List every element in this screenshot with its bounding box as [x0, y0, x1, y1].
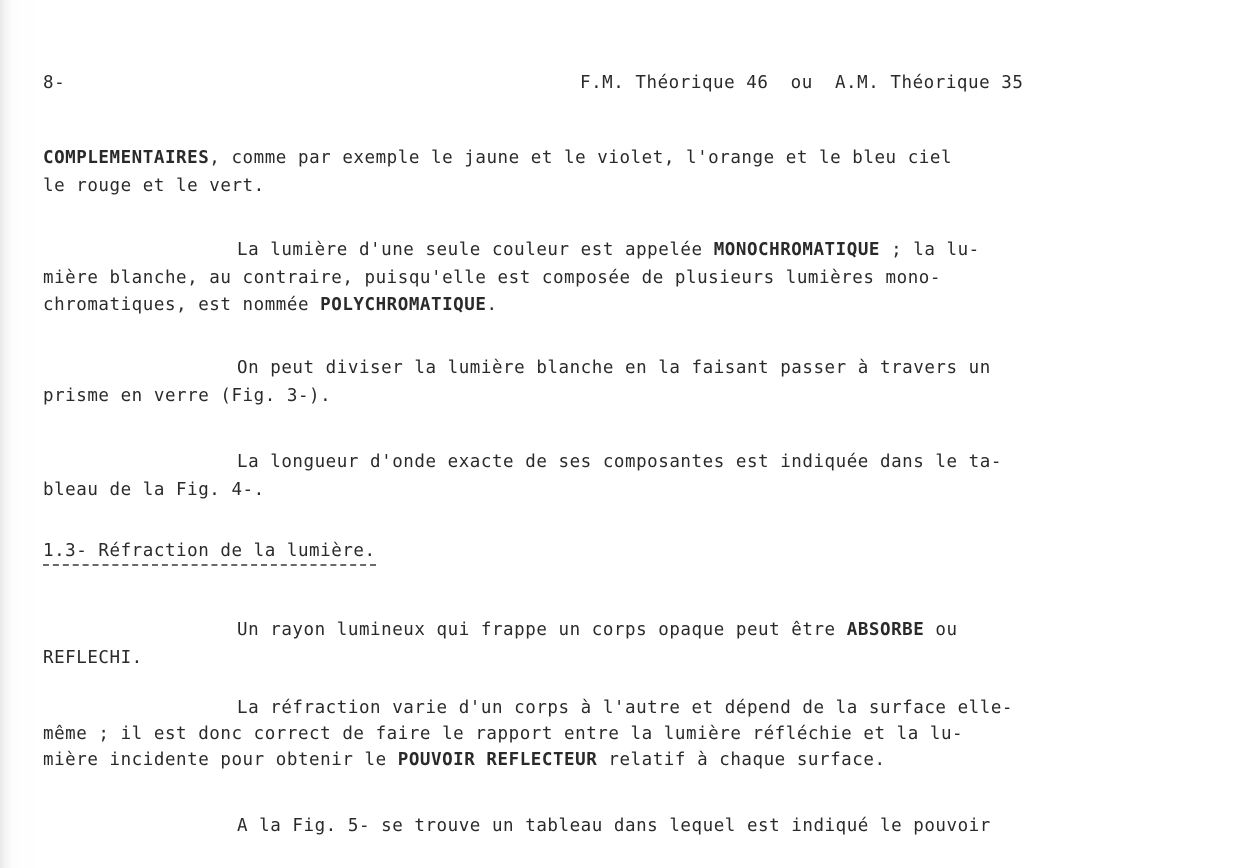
term-polychromatique: POLYCHROMATIQUE [320, 295, 487, 315]
p4-line2: bleau de la Fig. 4-. [43, 480, 265, 500]
p2-line3-text-a: chromatiques, est nommée [43, 295, 321, 315]
p5-line1 [237, 620, 958, 640]
term-complementaires: COMPLEMENTAIRES [43, 148, 210, 168]
p6-line3-text-b: relatif à chaque surface. [597, 750, 886, 770]
p2-line1-text-b: ; la lu- [880, 240, 980, 260]
p4-line1: La longueur d'onde exacte de ses composantes est indiquée dans le ta- [237, 452, 1002, 472]
p1-line1 [43, 148, 952, 168]
p5-line1-text-b: ou [924, 620, 958, 640]
p2-line1-text-a: La lumière d'une seule couleur est appelée [237, 240, 714, 260]
p6-line3-text-a: mière incidente pour obtenir le [43, 750, 398, 770]
p6-line2: même ; il est donc correct de faire le rapport entre la lumière réfléchie et la lu- [43, 724, 964, 744]
term-pouvoir-reflecteur: POUVOIR REFLECTEUR [397, 750, 598, 770]
p6-line1: La réfraction varie d'un corps à l'autre et dépend de la surface elle- [237, 698, 1014, 718]
p2-line1 [237, 240, 980, 260]
section-heading: 1.3- Réfraction de la lumière. [43, 541, 376, 566]
page-number: 8- [43, 73, 66, 93]
p2-line3 [43, 295, 498, 315]
p5-line2: REFLECHI. [43, 648, 143, 668]
term-monochromatique: MONOCHROMATIQUE [713, 240, 880, 260]
p5-line1-text-a: Un rayon lumineux qui frappe un corps opaque peut être [237, 620, 847, 640]
p3-line1: On peut diviser la lumière blanche en la faisant passer à travers un [237, 358, 991, 378]
p7-line1: A la Fig. 5- se trouve un tableau dans lequel est indiqué le pouvoir [237, 816, 991, 836]
term-absorbe: ABSORBE [846, 620, 925, 640]
page-reference: F.M. Théorique 46 ou A.M. Théorique 35 [580, 73, 1024, 93]
p1-line2: le rouge et le vert. [43, 176, 265, 196]
p3-line2: prisme en verre (Fig. 3-). [43, 386, 332, 406]
p1-line1-text: , comme par exemple le jaune et le violet, l'orange et le bleu ciel [209, 148, 953, 168]
p6-line3 [43, 750, 886, 770]
p2-line3-text-b: . [486, 295, 498, 315]
p2-line2: mière blanche, au contraire, puisqu'elle est composée de plusieurs lumières mono- [43, 268, 941, 288]
